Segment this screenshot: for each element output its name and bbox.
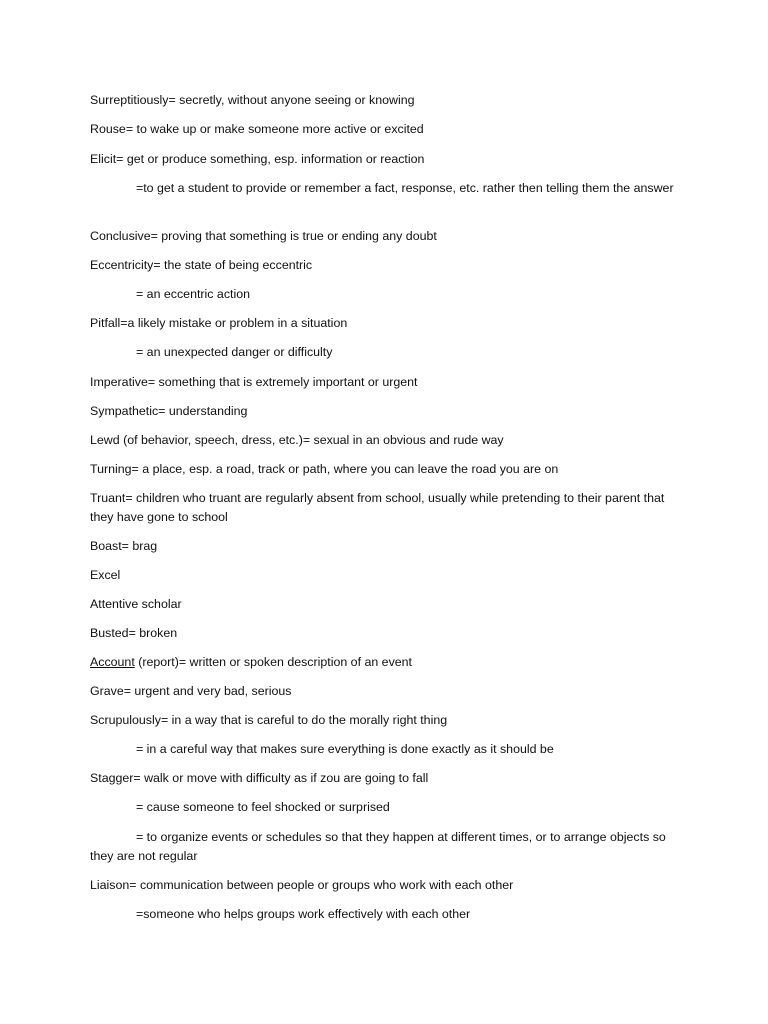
entry-turning: Turning= a place, esp. a road, track or path, where you can leave the road you are on: [90, 462, 559, 476]
entry-sympathetic: Sympathetic= understanding: [90, 404, 248, 418]
entry-account: [90, 653, 680, 672]
entry-eccentricity: Eccentricity= the state of being eccentric: [90, 258, 313, 272]
entry-lewd: Lewd (of behavior, speech, dress, etc.)= sexual in an obvious and rude way: [90, 433, 504, 447]
entry-excel: Excel: [90, 568, 121, 582]
entry-pitfall-sense-2: = an unexpected danger or difficulty: [136, 345, 333, 359]
entry-grave: Grave= urgent and very bad, serious: [90, 684, 292, 698]
entry-stagger-sense-2: = cause someone to feel shocked or surprised: [136, 800, 390, 814]
entry-liaison: Liaison= communication between people or groups who work with each other: [90, 878, 514, 892]
entry-surreptitiously: Surreptitiously= secretly, without anyone seeing or knowing: [90, 93, 415, 107]
entry-pitfall: Pitfall=a likely mistake or problem in a situation: [90, 316, 348, 330]
entry-truant: Truant= children who truant are regularly absent from school, usually while pretending to their parent that they have gone to school: [90, 491, 665, 524]
entry-stagger: Stagger= walk or move with difficulty as if zou are going to fall: [90, 771, 429, 785]
entry-stagger-sense-3: = to organize events or schedules so that they happen at different times, or to arrange objects so they are not regular: [90, 830, 666, 863]
entry-rouse: Rouse= to wake up or make someone more active or excited: [90, 122, 424, 136]
entry-attentive-scholar: Attentive scholar: [90, 597, 182, 611]
entry-scrupulously-sense-2: = in a careful way that makes sure everything is done exactly as it should be: [136, 742, 554, 756]
entry-busted: Busted= broken: [90, 626, 178, 640]
entry-elicit: Elicit= get or produce something, esp. information or reaction: [90, 152, 425, 166]
entry-scrupulously: Scrupulously= in a way that is careful to do the morally right thing: [90, 713, 448, 727]
entry-boast: Boast= brag: [90, 539, 158, 553]
entry-eccentricity-sense-2: = an eccentric action: [136, 287, 250, 301]
entry-liaison-sense-2: =someone who helps groups work effectively with each other: [136, 907, 471, 921]
account-term: Account: [90, 655, 135, 669]
entry-imperative: Imperative= something that is extremely important or urgent: [90, 375, 418, 389]
entry-elicit-sense-2: =to get a student to provide or remember a fact, response, etc. rather then telling them the answer: [136, 181, 674, 195]
account-definition: (report)= written or spoken description of an event: [134, 655, 412, 669]
entry-conclusive: Conclusive= proving that something is true or ending any doubt: [90, 229, 437, 243]
